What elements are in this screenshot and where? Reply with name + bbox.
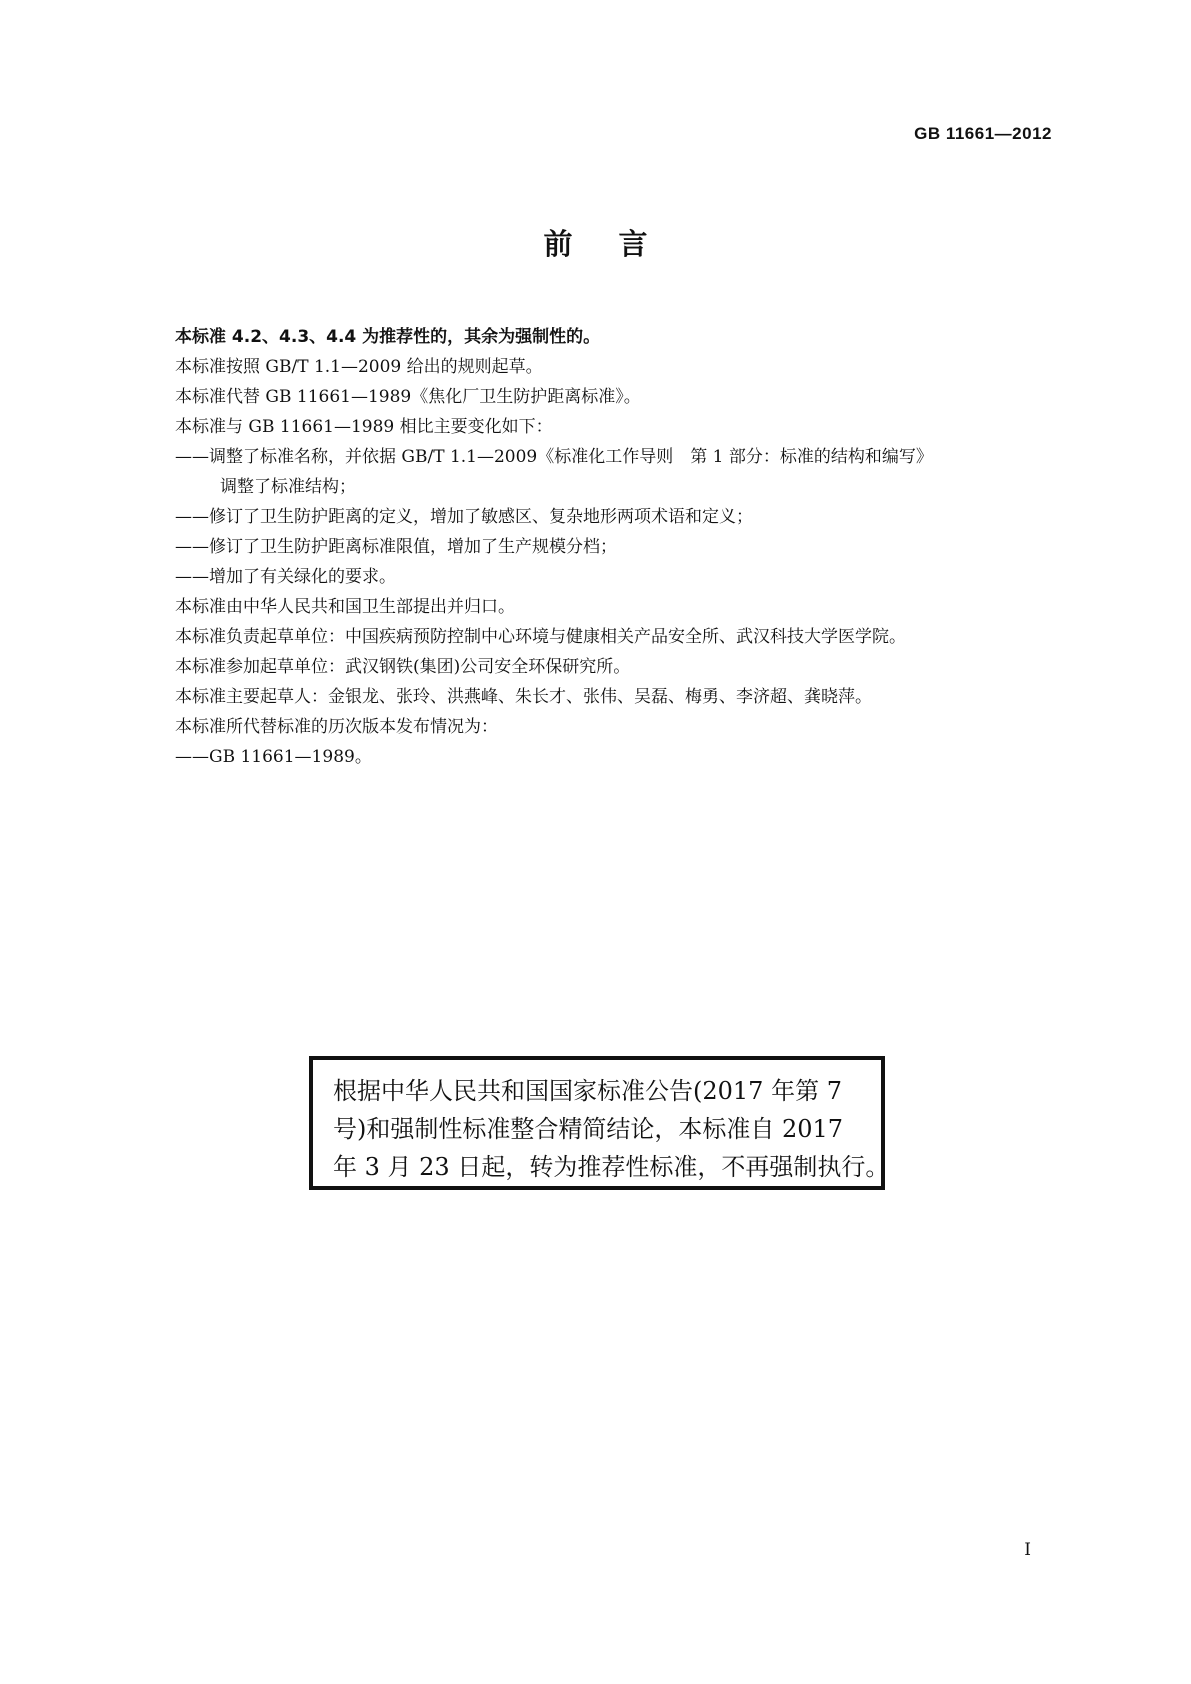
body-line: 本标准按照 GB/T 1.1—2009 给出的规则起草。 [175,357,543,377]
notice-line: 根据中华人民共和国国家标准公告(2017 年第 7 [333,1077,842,1105]
body-line: ——调整了标准名称，并依据 GB/T 1.1—2009《标准化工作导则 第 1 部分：标准的结构和编写》 [175,447,933,467]
body-line: 本标准所代替标准的历次版本发布情况为： [175,717,498,737]
page-title: 前言 [543,227,694,261]
foreword-body [175,322,1075,772]
body-line: ——GB 11661—1989。 [175,747,372,767]
body-line: 本标准代替 GB 11661—1989《焦化厂卫生防护距离标准》。 [175,387,641,407]
notice-box [309,1056,890,1190]
page-number: I [1024,1540,1031,1560]
body-line: ——增加了有关绿化的要求。 [175,567,396,587]
body-line: 本标准参加起草单位：武汉钢铁(集团)公司安全环保研究所。 [175,657,631,677]
body-line: 调整了标准结构； [220,477,356,497]
body-line: ——修订了卫生防护距离标准限值，增加了生产规模分档； [175,537,617,557]
body-line: 本标准负责起草单位：中国疾病预防控制中心环境与健康相关产品安全所、武汉科技大学医学院。 [175,627,906,647]
body-line: 本标准与 GB 11661—1989 相比主要变化如下： [175,417,553,437]
body-line: 本标准由中华人民共和国卫生部提出并归口。 [175,597,515,617]
body-line: 本标准主要起草人：金银龙、张玲、洪燕峰、朱长才、张伟、吴磊、梅勇、李济超、龚晓萍。 [175,687,872,707]
notice-line: 年 3 月 23 日起，转为推荐性标准，不再强制执行。 [333,1153,890,1181]
body-line: ——修订了卫生防护距离的定义，增加了敏感区、复杂地形两项术语和定义； [175,507,753,527]
standard-code: GB 11661—2012 [914,124,1052,143]
body-line: 本标准 4.2、4.3、4.4 为推荐性的，其余为强制性的。 [175,327,601,347]
notice-line: 号)和强制性标准整合精简结论，本标准自 2017 [333,1115,844,1143]
